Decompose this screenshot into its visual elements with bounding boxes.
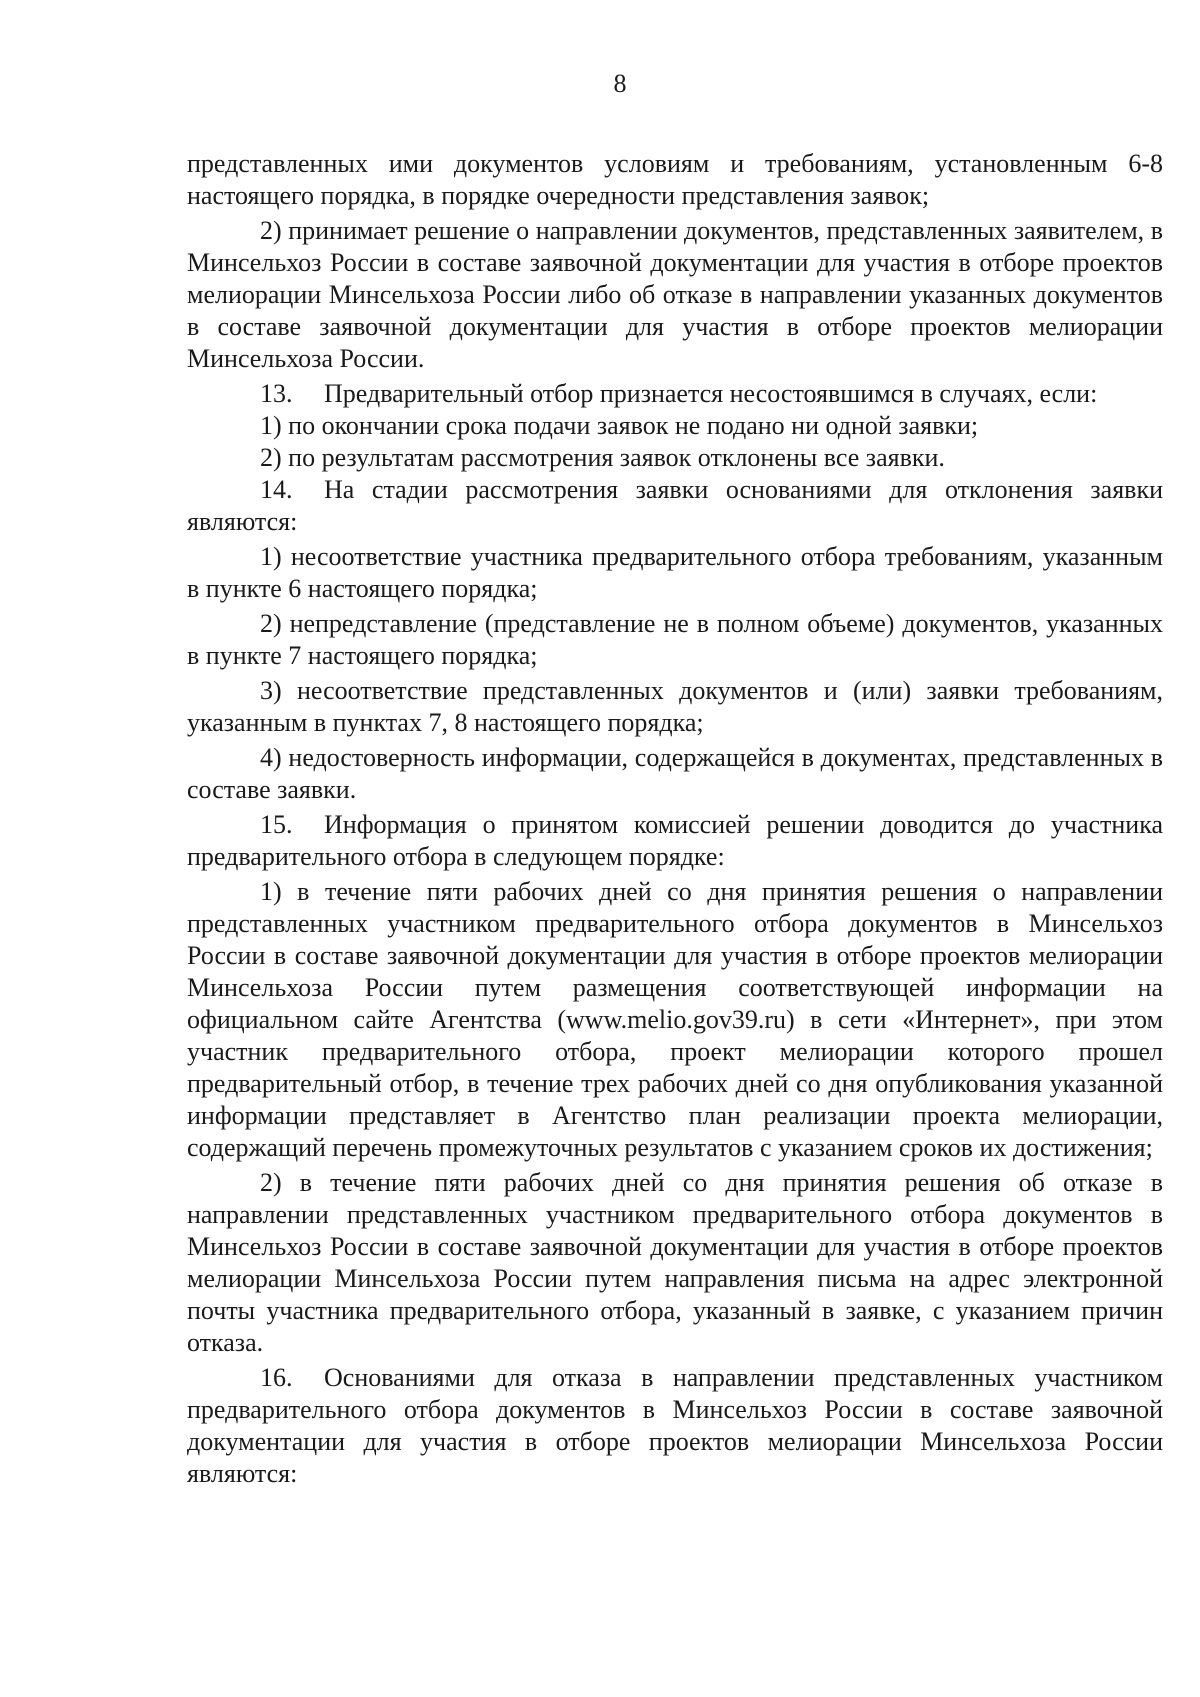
paragraph-text: представленных ими документов условиям и требованиям, установленным 6-8 настоящего порядка, в порядке очередности представления заявок; bbox=[187, 149, 1163, 210]
clause-number: 15. bbox=[260, 810, 293, 839]
paragraph-text: Основаниями для отказа в направлении представленных участником предварительного отбора документов в Минсельхоз России в составе заявочной документации для участия в отборе проектов мелиорации Минсельхоза России являются: bbox=[187, 1363, 1163, 1488]
paragraph-text: 2) принимает решение о направлении документов, представленных заявителем, в Минсельхоз России в составе заявочной документации для участия в отборе проектов мелиорации Минсельхоза России либо об отказе в направлении указанных документов в составе заявочной документации для участия в отборе проектов мелиорации Минсельхоза России. bbox=[187, 216, 1163, 373]
paragraph-continuation bbox=[187, 148, 1163, 212]
paragraph-text: 2) непредставление (представление не в полном объеме) документов, указанных в пункте 7 настоящего порядка; bbox=[187, 609, 1163, 670]
paragraph-text: 4) недостоверность информации, содержащейся в документах, представленных в составе заявки. bbox=[187, 743, 1163, 804]
paragraph-text: На стадии рассмотрения заявки основаниями для отклонения заявки являются: bbox=[187, 475, 1163, 536]
clause-13 bbox=[187, 378, 1163, 410]
page-number: 8 bbox=[613, 69, 627, 98]
list-item bbox=[187, 541, 1163, 605]
clause-number: 16. bbox=[260, 1363, 293, 1392]
paragraph-text: Информация о принятом комиссией решении доводится до участника предварительного отбора в следующем порядке: bbox=[187, 810, 1163, 871]
list-item bbox=[187, 675, 1163, 739]
paragraph-text: Предварительный отбор признается несостоявшимся в случаях, если: bbox=[324, 379, 1098, 408]
list-item bbox=[187, 215, 1163, 375]
paragraph-text: 1) в течение пяти рабочих дней со дня принятия решения о направлении представленных участником предварительного отбора документов в Минсельхоз России в составе заявочной документации для участия в отборе проектов мелиорации Минсельхоза России путем размещения соответствующей информации на официальном сайте Агентства (www.melio.gov39.ru) в сети «Интернет», при этом участник предварительного отбора, проект мелиорации которого прошел предварительный отбор, в течение трех рабочих дней со дня опубликования указанной информации представляет в Агентство план реализации проекта мелиорации, содержащий перечень промежуточных результатов с указанием сроков их достижения; bbox=[187, 877, 1163, 1162]
list-item bbox=[187, 608, 1163, 672]
paragraph-text: 1) несоответствие участника предварительного отбора требованиям, указанным в пункте 6 настоящего порядка; bbox=[187, 542, 1163, 603]
list-item bbox=[187, 410, 1163, 442]
clause-15 bbox=[187, 809, 1163, 873]
clause-number: 14. bbox=[260, 475, 293, 504]
paragraph-text: 1) по окончании срока подачи заявок не подано ни одной заявки; bbox=[260, 411, 979, 440]
paragraph-text: 3) несоответствие представленных документов и (или) заявки требованиям, указанным в пунктах 7, 8 настоящего порядка; bbox=[187, 676, 1163, 737]
clause-16 bbox=[187, 1362, 1163, 1490]
document-body bbox=[187, 148, 1163, 1490]
paragraph-text: 2) по результатам рассмотрения заявок отклонены все заявки. bbox=[260, 443, 945, 472]
list-item bbox=[187, 442, 1163, 474]
paragraph-text: 2) в течение пяти рабочих дней со дня принятия решения об отказе в направлении представленных участником предварительного отбора документов в Минсельхоз России в составе заявочной документации для участия в отборе проектов мелиорации Минсельхоза России путем направления письма на адрес электронной почты участника предварительного отбора, указанный в заявке, с указанием причин отказа. bbox=[187, 1168, 1163, 1357]
list-item bbox=[187, 876, 1163, 1164]
clause-number: 13. bbox=[260, 379, 293, 408]
clause-14 bbox=[187, 474, 1163, 538]
list-item bbox=[187, 742, 1163, 806]
list-item bbox=[187, 1167, 1163, 1359]
